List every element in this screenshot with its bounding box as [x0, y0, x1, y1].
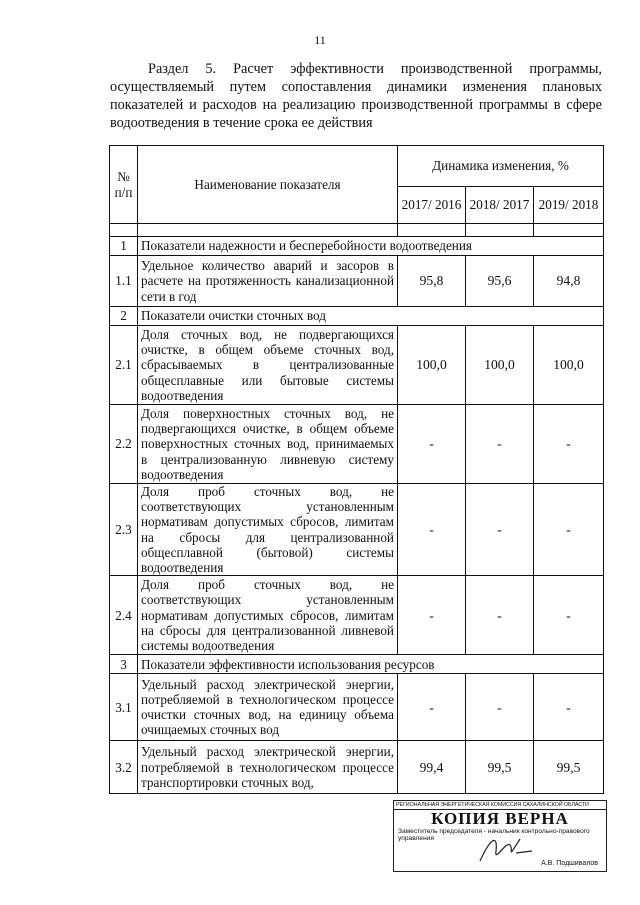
row-indicator-name: Доля проб сточных вод, не соответствующих установленным нормативам допустимых сбросов, лимитам на сбросы для централизованной ливневой системы водоотведения [138, 576, 398, 655]
page-number: 11 [314, 33, 326, 47]
row-num: 1.1 [110, 256, 138, 307]
table-row [110, 326, 604, 405]
signature-icon [476, 831, 536, 867]
table-row [110, 741, 604, 794]
header-year: 2019/ 2018 [534, 187, 604, 224]
row-num: 2.2 [110, 405, 138, 484]
row-value: - [398, 674, 466, 741]
row-indicator-name: Доля поверхностных сточных вод, не подвергающихся очистке, в общем объеме поверхностных сточных вод, принимаемых в централизованную ливневую систему водоотведения [138, 405, 398, 484]
header-dynamics: Динамика изменения, % [398, 146, 604, 187]
row-value: - [534, 576, 604, 655]
column-index [110, 224, 138, 237]
stamp-signer: А.В. Подшивалов [541, 860, 598, 867]
row-value: - [534, 484, 604, 576]
column-index [398, 224, 466, 237]
row-value: - [466, 576, 534, 655]
column-index [466, 224, 534, 237]
indicators-table [109, 145, 604, 794]
column-index [534, 224, 604, 237]
row-value: - [398, 576, 466, 655]
row-value: - [534, 405, 604, 484]
table-header-row [110, 146, 604, 187]
section-num: 1 [110, 237, 138, 256]
section-title: Показатели надежности и бесперебойности водоотведения [138, 237, 604, 256]
row-value: - [466, 484, 534, 576]
header-name: Наименование показателя [138, 146, 398, 224]
section-title: Показатели эффективности использования ресурсов [138, 655, 604, 674]
section-num: 2 [110, 307, 138, 326]
stamp-organization: РЕГИОНАЛЬНАЯ ЭНЕРГЕТИЧЕСКАЯ КОМИССИЯ САХАЛИНСКОЙ ОБЛАСТИ [394, 801, 606, 810]
header-num: № п/п [110, 146, 138, 224]
row-indicator-name: Удельный расход электрической энергии, потребляемой в технологическом процессе транспортировки сточных вод, [138, 741, 398, 794]
row-indicator-name: Доля проб сточных вод, не соответствующих установленным нормативам допустимых сбросов, лимитам на сбросы для централизованной общесплавной (бытовой) системы водоотведения [138, 484, 398, 576]
row-num: 2.3 [110, 484, 138, 576]
row-value: - [466, 405, 534, 484]
row-value: 100,0 [466, 326, 534, 405]
section-num: 3 [110, 655, 138, 674]
header-year: 2017/ 2016 [398, 187, 466, 224]
section-title: Показатели очистки сточных вод [138, 307, 604, 326]
section-row [110, 307, 604, 326]
row-value: 100,0 [398, 326, 466, 405]
stamp-position: Заместитель председателя - начальник контрольно-правового управления [398, 828, 590, 842]
row-value: 99,5 [534, 741, 604, 794]
row-indicator-name: Доля сточных вод, не подвергающихся очистке, в общем объеме сточных вод, сбрасываемых в централизованные общесплавные или бытовые системы водоотведения [138, 326, 398, 405]
header-year: 2018/ 2017 [466, 187, 534, 224]
section-row [110, 237, 604, 256]
row-value: 99,5 [466, 741, 534, 794]
certified-copy-stamp [393, 800, 607, 872]
section-heading: Раздел 5. Расчет эффективности производственной программы, осуществляемый путем сопоставления динамики изменения плановых показателей и расходов на реализацию производственной программы в сфере водоотведения в течение срока ее действия [110, 61, 602, 131]
row-value: 94,8 [534, 256, 604, 307]
row-value: - [534, 674, 604, 741]
row-num: 3.1 [110, 674, 138, 741]
table-row [110, 674, 604, 741]
table-row [110, 484, 604, 576]
row-value: 95,8 [398, 256, 466, 307]
row-num: 2.4 [110, 576, 138, 655]
row-value: 99,4 [398, 741, 466, 794]
row-num: 3.2 [110, 741, 138, 794]
table-row [110, 256, 604, 307]
row-value: - [398, 405, 466, 484]
row-value: - [398, 484, 466, 576]
row-indicator-name: Удельное количество аварий и засоров в расчете на протяженность канализационной сети в год [138, 256, 398, 307]
stamp-title: КОПИЯ ВЕРНА [431, 809, 569, 828]
section-row [110, 655, 604, 674]
row-num: 2.1 [110, 326, 138, 405]
table-row [110, 405, 604, 484]
row-value: 95,6 [466, 256, 534, 307]
row-indicator-name: Удельный расход электрической энергии, потребляемой в технологическом процессе очистки сточных вод, на единицу объема очищаемых сточных вод [138, 674, 398, 741]
row-value: 100,0 [534, 326, 604, 405]
column-index [138, 224, 398, 237]
column-index-row [110, 224, 604, 237]
table-row [110, 576, 604, 655]
row-value: - [466, 674, 534, 741]
